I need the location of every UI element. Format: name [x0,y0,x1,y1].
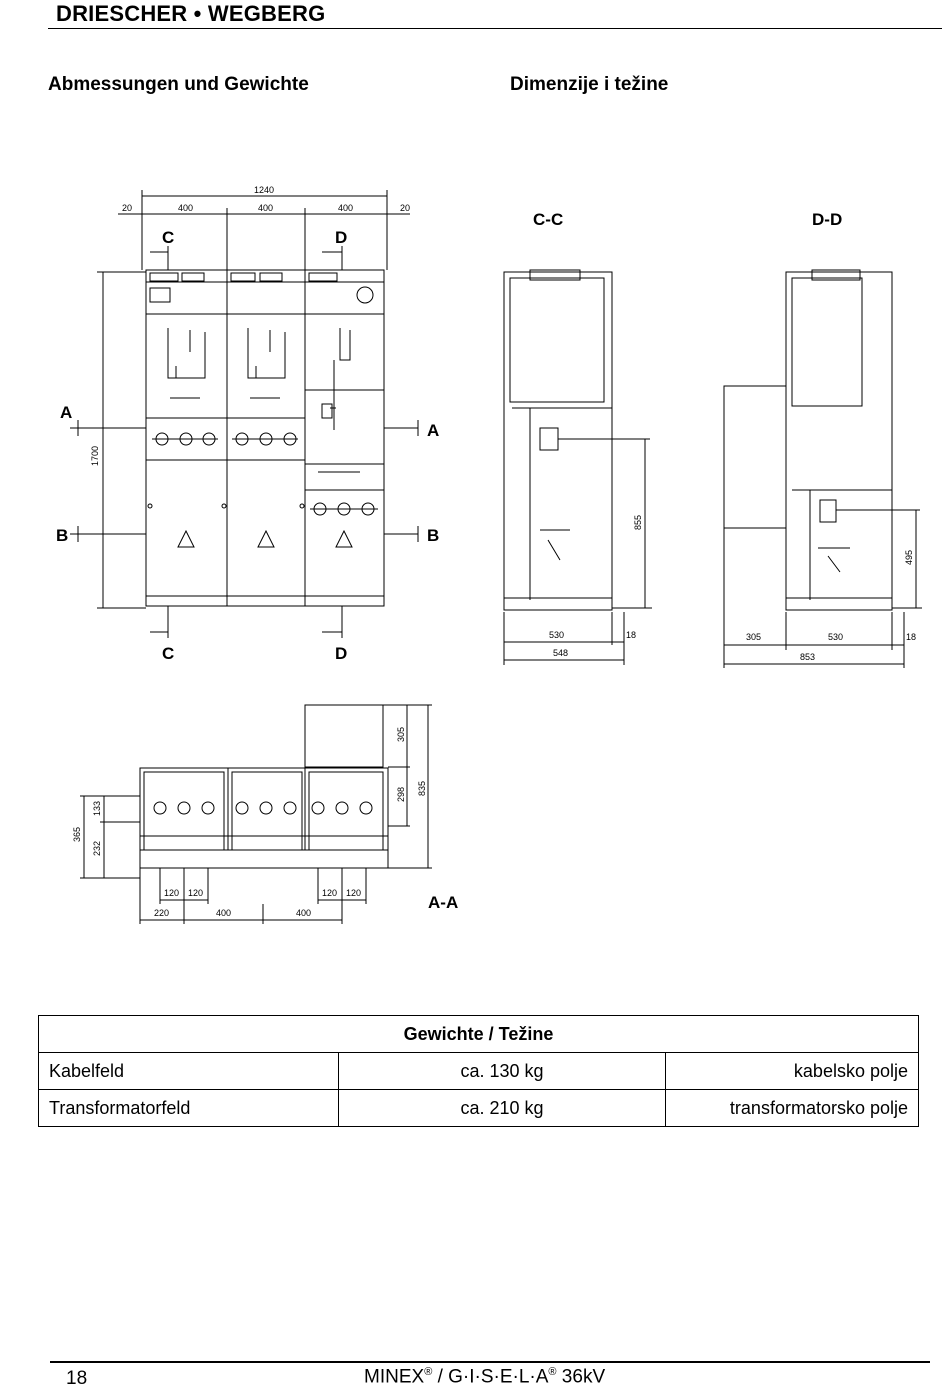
dim-aa-left-top: 133 [92,800,102,816]
dim-dd-height: 495 [904,549,914,565]
dim-aa-left-bottom: 232 [92,840,102,856]
dim-aa-b3: 120 [322,888,338,898]
dim-cc-depth: 530 [549,630,565,640]
mark-d-bottom: D [335,644,348,663]
section-title-hr: Dimenzije i težine [510,74,669,95]
mark-c-top: C [162,228,175,247]
dim-dd-offset: 18 [906,632,917,642]
dim-aa-b2: 120 [188,888,204,898]
dim-dd-total: 853 [800,652,816,662]
weights-table-header-row [39,1016,919,1053]
page-number: 18 [66,1368,88,1389]
weights-table [38,1015,919,1127]
section-title-de: Abmessungen und Gewichte [48,74,309,95]
section-aa-label: A-A [428,893,459,912]
dim-aa-top: 305 [396,726,406,742]
dim-aa-b5: 220 [154,908,170,918]
mark-d-top: D [335,228,348,247]
dim-cc-height: 855 [633,514,643,530]
row-label-de: Kabelfeld [39,1053,339,1090]
section-cc-label: C-C [533,210,564,229]
dim-front-left-margin: 20 [122,203,133,213]
dim-aa-b7: 400 [296,908,312,918]
mark-b-right: B [427,526,440,545]
footer-product [364,1366,605,1388]
dim-front-panel-2: 400 [258,203,274,213]
row-label-hr: transformatorsko polje [666,1090,919,1127]
weights-table-title: Gewichte / Težine [39,1016,919,1053]
table-row [39,1053,919,1090]
row-label-de: Transformatorfeld [39,1090,339,1127]
section-dd-view [724,210,922,668]
dim-front-panel-1: 400 [178,203,194,213]
mark-a-right: A [427,421,440,440]
dim-aa-total: 835 [417,780,427,796]
dim-aa-b4: 120 [346,888,362,898]
dim-dd-left: 305 [746,632,762,642]
row-weight: ca. 210 kg [339,1090,666,1127]
dim-cc-offset: 18 [626,630,637,640]
product-name-gisela: / G·I·S·E·L·A [432,1366,549,1388]
section-cc-view [504,210,652,665]
front-view [56,185,439,663]
mark-c-bottom: C [162,644,175,663]
row-label-hr: kabelsko polje [666,1053,919,1090]
dim-front-total: 1240 [254,185,275,195]
product-voltage: 36kV [556,1366,606,1388]
dim-front-right-margin: 20 [400,203,411,213]
section-dd-label: D-D [812,210,843,229]
dim-aa-b1: 120 [164,888,180,898]
company-header: DRIESCHER • WEGBERG [56,1,326,26]
table-row [39,1090,919,1127]
footer-rule [50,1361,930,1363]
dim-dd-depth: 530 [828,632,844,642]
dim-cc-total: 548 [553,648,569,658]
mark-a-left: A [60,403,73,422]
dim-aa-b6: 400 [216,908,232,918]
registered-mark: ® [424,1366,433,1378]
dim-aa-mid: 298 [396,786,406,802]
product-name-minex: MINEX [364,1366,425,1388]
mark-b-left: B [56,526,69,545]
plan-view-aa [72,705,458,924]
row-weight: ca. 130 kg [339,1053,666,1090]
dim-aa-left-total: 365 [72,826,82,842]
registered-mark: ® [548,1366,557,1378]
dim-front-panel-3: 400 [338,203,354,213]
dim-front-height: 1700 [90,445,100,466]
